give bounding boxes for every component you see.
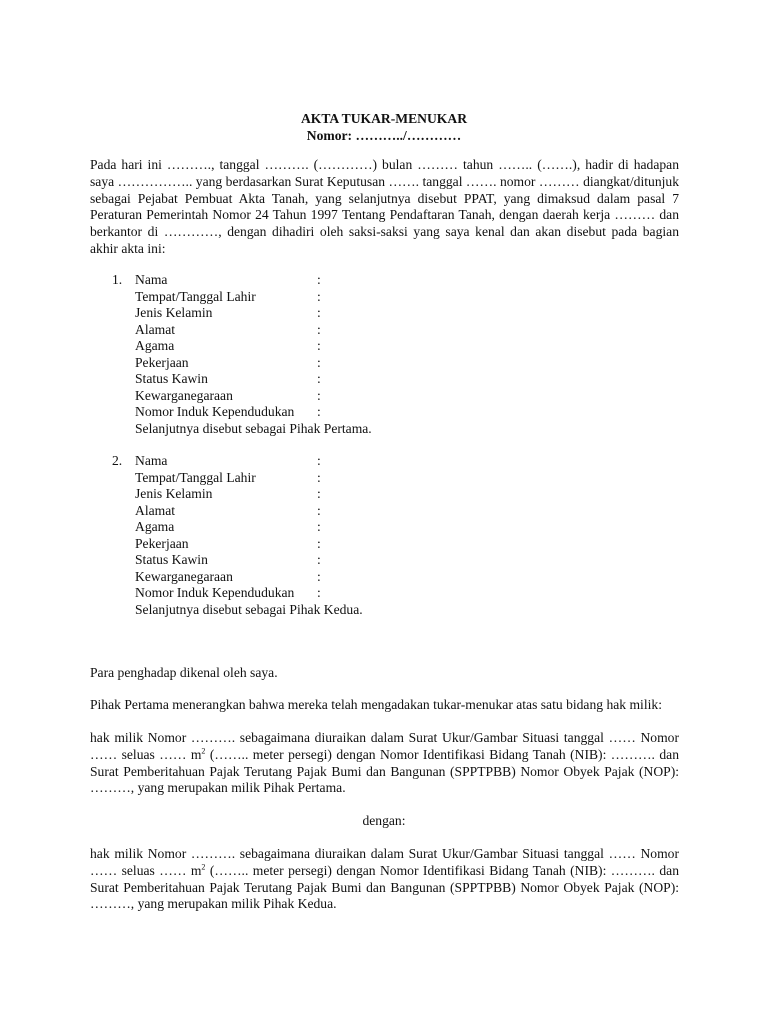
party-field-row [135,503,321,519]
field-label: Jenis Kelamin [135,305,213,320]
party-field-row [135,519,321,535]
party-field-row [135,338,321,354]
land-title-1-text-cont: (…….. meter persegi) dengan Nomor Identifikasi Bidang Tanah (NIB): ………. dan Surat Pemberitahuan Pajak Terutang Pajak Bumi dan Bangunan (SPPTPBB) Nomor Obyek Pajak (NOP): ………, yang merupakan milik Pihak Pertama. [90,746,679,796]
document-title: AKTA TUKAR-MENUKAR [300,111,468,126]
party-field-row [135,569,321,585]
field-label: Kewarganegaraan [135,387,233,403]
party-field-row [135,322,321,338]
field-label: Agama [135,519,175,534]
exchange-statement: Pihak Pertama menerangkan bahwa mereka telah mengadakan tukar-menukar atas satu bidang hak milik: [90,697,662,712]
field-separator: : [317,535,321,551]
intro-paragraph: Pada hari ini ………., tanggal ………. (…………) bulan ……… tahun …….. (…….), hadir di hadapan saya …………….. yang berdasarkan Surat Keputusan ……. tanggal ……. nomor ……… diangkat/ditunjuk sebagai Pejabat Pembuat Akta Tanah, yang selanjutnya disebut PPAT, yang dimaksud dalam pasal 7 Peraturan Pemerintah Nomor 24 Tahun 1997 Tentang Pendaftaran Tanah, dengan daerah kerja ……… dan berkantor di …………, dengan dihadiri oleh saksi-saksi yang saya kenal dan akan disebut pada bagian akhir akta ini: [90,157,679,256]
land-title-2-text: hak milik Nomor ………. sebagaimana diuraikan dalam Surat Ukur/Gambar Situasi tanggal …… Nomor …… seluas …… m [90,846,679,878]
field-separator: : [317,371,321,386]
party-field-row [135,272,321,288]
document-number: Nomor: ………../………… [306,128,462,143]
party-1-note: Selanjutnya disebut sebagai Pihak Pertama. [135,420,372,436]
party-field-row [135,404,321,420]
field-separator: : [317,519,321,534]
field-separator: : [317,453,321,468]
party-field-row [135,470,321,486]
party-field-row [135,536,321,552]
field-separator: : [317,585,321,600]
square-superscript: 2 [201,746,206,756]
field-separator: : [317,272,321,287]
field-label: Alamat [135,502,176,518]
dengan-separator: dengan: [362,813,406,828]
field-separator: : [317,321,321,337]
field-separator: : [317,552,321,567]
party-2-note: Selanjutnya disebut sebagai Pihak Kedua. [135,601,363,617]
party-field-row [135,305,321,321]
field-separator: : [317,568,321,584]
field-label: Nomor Induk Kependudukan [135,404,295,419]
party-field-row [135,388,321,404]
field-label: Status Kawin [135,371,208,386]
square-superscript: 2 [201,862,206,872]
land-title-paragraph-1 [90,730,679,797]
party-2-number: 2. [112,453,123,468]
field-label: Pekerjaan [135,535,189,551]
party-field-row [135,289,321,305]
party-field-row [135,453,321,469]
party-field-row [135,552,321,568]
field-separator: : [317,288,321,304]
field-separator: : [317,502,321,518]
field-separator: : [317,404,321,419]
party-field-row [135,371,321,387]
land-title-paragraph-2 [90,846,679,913]
party-field-row [135,355,321,371]
field-label: Kewarganegaraan [135,568,233,584]
field-separator: : [317,338,321,353]
field-label: Nama [135,272,168,287]
field-separator: : [317,387,321,403]
field-separator: : [317,486,321,501]
field-label: Jenis Kelamin [135,486,213,501]
field-label: Tempat/Tanggal Lahir [135,469,256,485]
field-label: Nama [135,453,168,468]
land-title-1-text: hak milik Nomor ………. sebagaimana diuraikan dalam Surat Ukur/Gambar Situasi tanggal …… Nomor …… seluas …… m [90,730,679,762]
field-label: Status Kawin [135,552,208,567]
party-field-row [135,486,321,502]
field-label: Alamat [135,321,176,337]
acquaintance-statement: Para penghadap dikenal oleh saya. [90,665,278,680]
party-field-row [135,585,321,601]
land-title-2-text-cont: (…….. meter persegi) dengan Nomor Identifikasi Bidang Tanah (NIB): ………. dan Surat Pemberitahuan Pajak Terutang Pajak Bumi dan Bangunan (SPPTPBB) Nomor Obyek Pajak (NOP): ………, yang merupakan milik Pihak Kedua. [90,862,679,912]
party-1-number: 1. [112,272,123,287]
field-separator: : [317,469,321,485]
field-separator: : [317,354,321,370]
field-separator: : [317,305,321,320]
field-label: Agama [135,338,175,353]
field-label: Tempat/Tanggal Lahir [135,288,256,304]
field-label: Nomor Induk Kependudukan [135,585,295,600]
field-label: Pekerjaan [135,354,189,370]
